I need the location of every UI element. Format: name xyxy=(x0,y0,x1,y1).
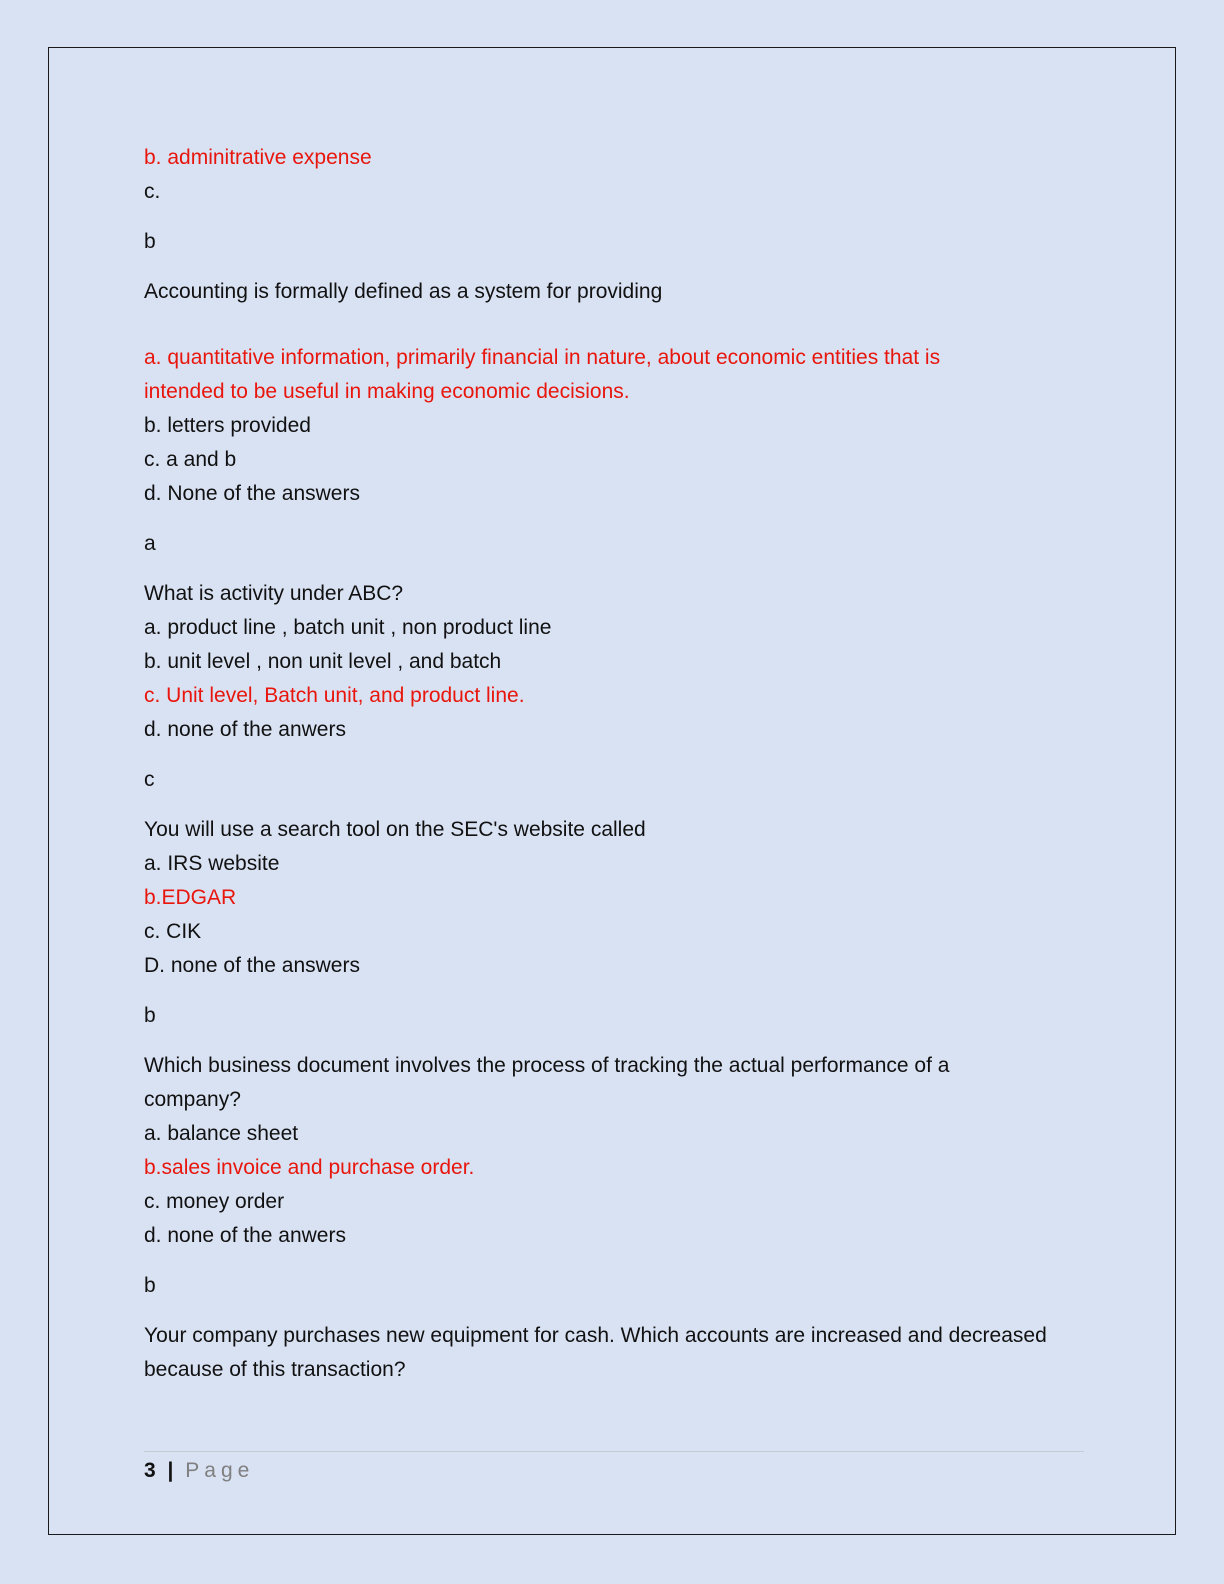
option-line: b. letters provided xyxy=(144,414,311,437)
option-line: c. xyxy=(144,180,161,203)
option-line: D. none of the answers xyxy=(144,954,360,977)
footer-divider xyxy=(144,1451,1084,1452)
question-text: Accounting is formally defined as a system for providing xyxy=(144,280,663,303)
answer-key: a xyxy=(144,532,156,555)
page-number: 3 xyxy=(144,1459,156,1482)
option-line: d. none of the anwers xyxy=(144,1224,346,1247)
answer-key: c xyxy=(144,768,155,791)
question-text: because of this transaction? xyxy=(144,1358,406,1381)
option-line: a. product line , batch unit , non product line xyxy=(144,616,552,639)
question-text: Your company purchases new equipment for cash. Which accounts are increased and decreased xyxy=(144,1324,1047,1347)
option-line: c. money order xyxy=(144,1190,285,1213)
page-footer xyxy=(144,1456,254,1486)
option-line: d. none of the anwers xyxy=(144,718,346,741)
option-line: c. Unit level, Batch unit, and product line. xyxy=(144,684,525,707)
answer-key: b xyxy=(144,1004,156,1027)
option-line: b.sales invoice and purchase order. xyxy=(144,1156,475,1179)
question-text: company? xyxy=(144,1088,241,1111)
answer-key: b xyxy=(144,230,156,253)
option-line: intended to be useful in making economic decisions. xyxy=(144,380,630,403)
question-text: What is activity under ABC? xyxy=(144,582,404,605)
footer-separator: | xyxy=(167,1459,174,1482)
document-body xyxy=(144,141,1084,1387)
option-line: b. unit level , non unit level , and batch xyxy=(144,650,502,673)
option-line: a. quantitative information, primarily financial in nature, about economic entities that is xyxy=(144,346,941,369)
question-text: You will use a search tool on the SEC's website called xyxy=(144,818,646,841)
answer-key: b xyxy=(144,1274,156,1297)
option-line: b.EDGAR xyxy=(144,886,237,909)
option-line: c. CIK xyxy=(144,920,202,943)
page-label: Page xyxy=(185,1459,255,1482)
option-line: a. IRS website xyxy=(144,852,280,875)
question-text: Which business document involves the process of tracking the actual performance of a xyxy=(144,1054,950,1077)
option-line: a. balance sheet xyxy=(144,1122,299,1145)
option-line: c. a and b xyxy=(144,448,237,471)
option-line: d. None of the answers xyxy=(144,482,360,505)
option-line: b. adminitrative expense xyxy=(144,146,372,169)
